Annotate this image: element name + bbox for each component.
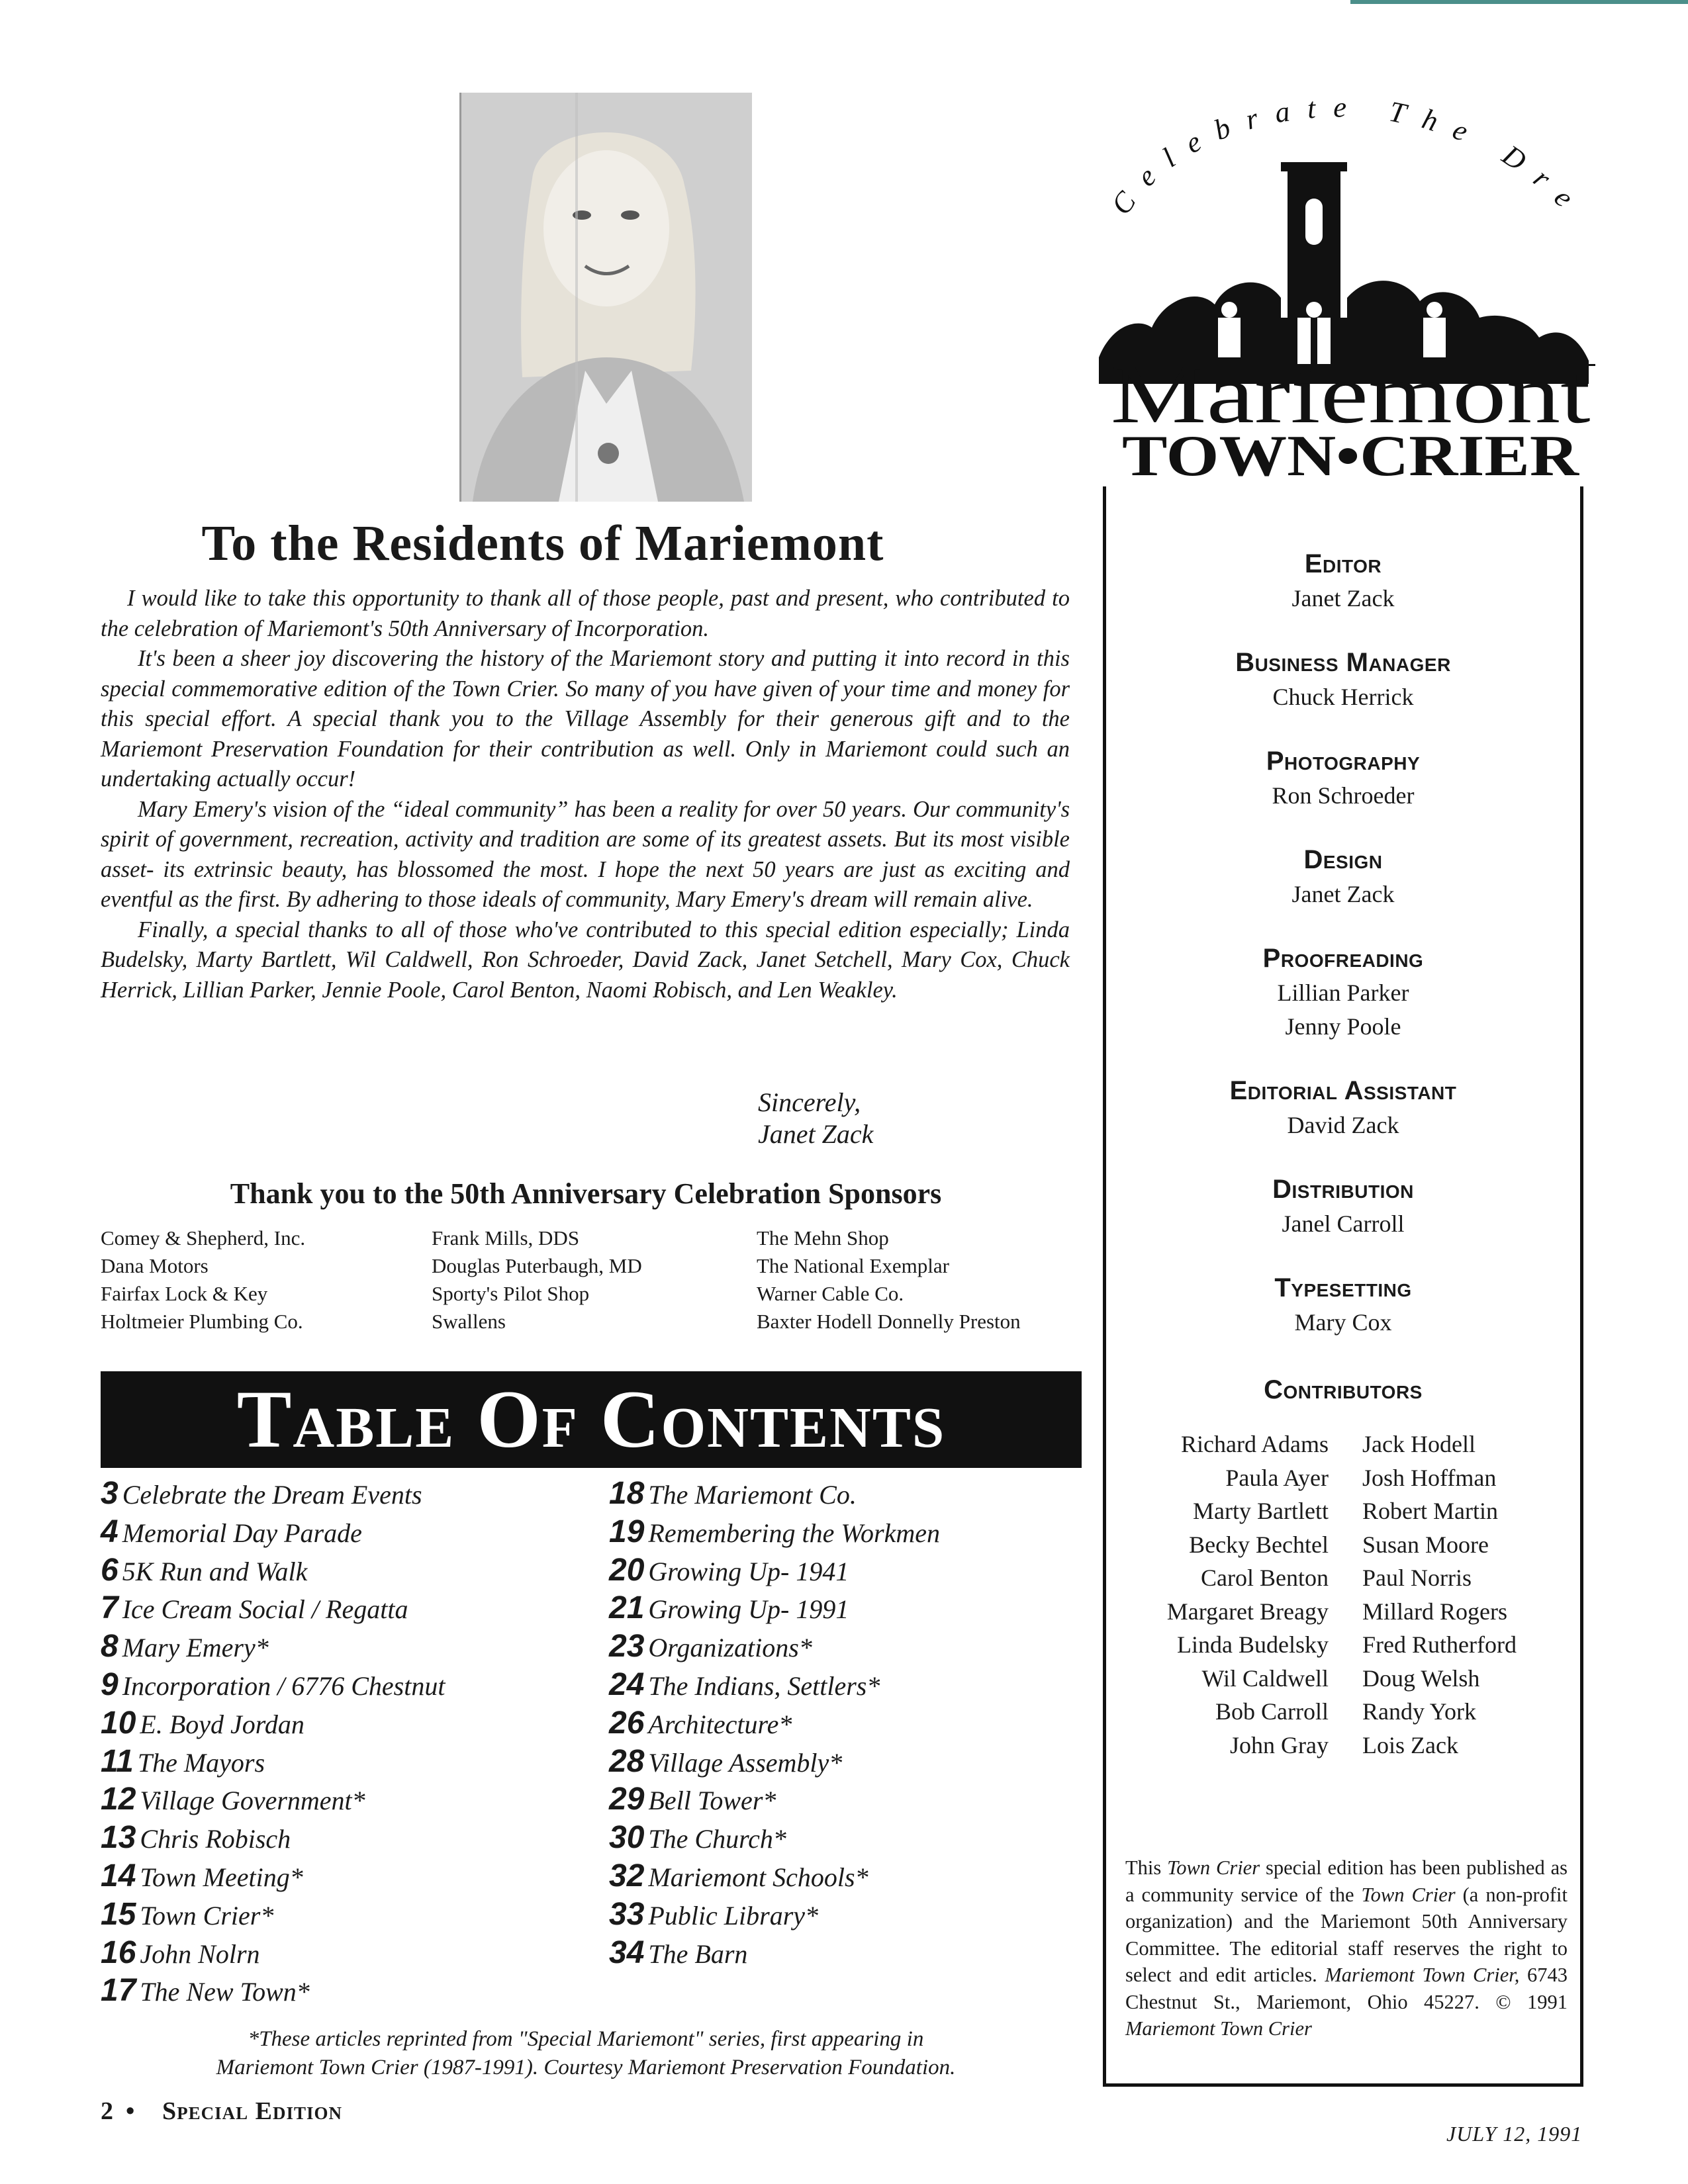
contributor-name: John Gray (1230, 1731, 1329, 1758)
toc-page-number: 30 (609, 1820, 645, 1856)
sponsor-column (101, 1224, 305, 1336)
toc-title: Town Meeting* (140, 1862, 303, 1892)
toc-title: E. Boyd Jordan (140, 1709, 305, 1739)
contributor-name: Fred Rutherford (1362, 1631, 1517, 1658)
toc-title: Remembering the Workmen (648, 1518, 941, 1548)
toc-title: Growing Up- 1941 (648, 1556, 849, 1586)
toc-title: Organizations* (648, 1633, 812, 1663)
toc-page-number: 20 (609, 1552, 645, 1588)
toc-title: 5K Run and Walk (122, 1556, 308, 1586)
issue-date: JULY 12, 1991 (1446, 2122, 1583, 2146)
sponsor-name: Comey & Shepherd, Inc. (101, 1226, 306, 1250)
contributors-heading: Contributors (1264, 1375, 1423, 1404)
contributors-column (1362, 1428, 1581, 1762)
toc-entry[interactable] (609, 1743, 940, 1781)
toc-title: Mary Emery* (122, 1633, 269, 1663)
contributor-name: Doug Welsh (1362, 1664, 1480, 1692)
toc-title: The Mayors (137, 1747, 265, 1778)
staff-group (1106, 1171, 1580, 1241)
toc-entry[interactable] (101, 1780, 445, 1819)
toc-page-number: 18 (609, 1476, 645, 1511)
contributor-name: Carol Benton (1201, 1565, 1329, 1591)
staff-name: Janet Zack (1291, 881, 1395, 907)
letter-paragraph: I would like to take this opportunity to thank all of those people, past and present, who contributed to the celebration of Mariemont's 50th Anniversary of Incorporation. (101, 586, 1070, 641)
toc-title: The Barn (648, 1938, 748, 1969)
toc-page-number: 21 (609, 1590, 645, 1626)
contributor-name: Bob Carroll (1215, 1698, 1329, 1725)
sponsors-heading: Thank you to the 50th Anniversary Celebration Sponsors (230, 1177, 942, 1210)
letter-paragraph: Finally, a special thanks to all of those who've contributed to this special edition especially; Linda Budelsky, Marty Bartlett, Wil Caldwell, Ron Schroeder, David Zack, Janet Setchell, Mary Cox, Chuck Herrick, Lillian Parker, Jennie Poole, Carol Benton, Naomi Robisch, and Len Weakley. (101, 917, 1070, 1003)
sponsor-name: Baxter Hodell Donnelly Preston (757, 1310, 1021, 1333)
toc-title: Architecture* (648, 1709, 792, 1739)
toc-title: Growing Up- 1991 (648, 1594, 849, 1625)
sponsor-name: Frank Mills, DDS (432, 1226, 580, 1250)
letter-body (101, 584, 1070, 1005)
sponsor-name: Douglas Puterbaugh, MD (432, 1254, 642, 1277)
toc-page-number: 7 (101, 1590, 118, 1626)
footer-bullet: • (126, 2097, 135, 2125)
toc-footnote-line: Mariemont Town Crier (1987-1991). Courtesy Mariemont Preservation Foundation. (216, 2056, 956, 2079)
colophon-italic: Town Crier (1361, 1883, 1456, 1906)
letter-signoff (758, 1087, 873, 1150)
toc-entry[interactable] (101, 1819, 445, 1857)
toc-entry[interactable] (609, 1934, 940, 1972)
staff-role: Design (1303, 845, 1383, 874)
staff-role: Editor (1304, 549, 1382, 578)
staff-name: Ron Schroeder (1272, 782, 1415, 809)
toc-page-number: 17 (101, 1973, 136, 2009)
toc-entry[interactable] (101, 1589, 445, 1627)
toc-title: John Nolrn (140, 1938, 260, 1969)
staff-name: Janel Carroll (1282, 1210, 1405, 1237)
toc-title: Chris Robisch (140, 1824, 291, 1854)
toc-entry[interactable] (609, 1551, 940, 1590)
toc-heading-banner: Table Of Contents (101, 1371, 1082, 1468)
toc-page-number: 28 (609, 1743, 645, 1779)
toc-footnote-line: *These articles reprinted from "Special Mariemont" series, first appearing in (248, 2027, 924, 2051)
contributors-column (1106, 1428, 1329, 1762)
toc-entry[interactable] (609, 1513, 940, 1551)
contributor-name: Millard Rogers (1362, 1598, 1507, 1625)
toc-page-number: 6 (101, 1552, 118, 1588)
toc-title: Celebrate the Dream Events (122, 1480, 422, 1510)
staff-group (1106, 940, 1580, 1044)
toc-title: Memorial Day Parade (122, 1518, 362, 1548)
toc-entry[interactable] (609, 1857, 940, 1895)
staff-role: Business Manager (1235, 648, 1451, 677)
toc-entry[interactable] (101, 1627, 445, 1666)
toc-page-number: 23 (609, 1629, 645, 1664)
logo-arc-text: Celebrate The Dream (1080, 73, 1593, 226)
contributor-name: Josh Hoffman (1362, 1464, 1497, 1491)
staff-role: Editorial Assistant (1229, 1076, 1457, 1105)
staff-list (1106, 546, 1580, 1369)
toc-entry[interactable] (609, 1475, 940, 1513)
staff-group (1106, 1270, 1580, 1340)
staff-group (1106, 842, 1580, 911)
toc-page-number: 11 (101, 1743, 134, 1779)
colophon-italic: Mariemont Town Crier (1125, 2017, 1312, 2040)
colophon-italic: Mariemont Town Crier, (1325, 1964, 1520, 1986)
contributor-name: Randy York (1362, 1698, 1477, 1725)
toc-title: Mariemont Schools* (648, 1862, 868, 1892)
sponsor-name: Warner Cable Co. (757, 1282, 904, 1305)
contributor-name: Wil Caldwell (1201, 1664, 1329, 1692)
contributor-name: Becky Bechtel (1189, 1531, 1329, 1558)
toc-entry[interactable] (609, 1704, 940, 1743)
toc-page-number: 12 (101, 1782, 136, 1817)
toc-title: The Church* (648, 1824, 786, 1854)
contributor-name: Marty Bartlett (1193, 1498, 1329, 1524)
toc-entry[interactable] (101, 1972, 445, 2010)
toc-page-number: 13 (101, 1820, 136, 1856)
colophon-text: 6743 Chestnut St., Mariemont, Ohio 45227. © 1991 (1125, 1964, 1568, 2013)
contributor-name: Paul Norris (1362, 1565, 1472, 1591)
top-accent-rule (1350, 0, 1688, 4)
sponsor-column (432, 1224, 642, 1336)
toc-entry[interactable] (609, 1895, 940, 1934)
toc-column (609, 1475, 940, 1972)
staff-group (1106, 743, 1580, 813)
toc-entry[interactable] (101, 1551, 445, 1590)
colophon-text: (a non-profit organization) and the Mariemont 50th Anniversary Committee. The editorial staff reserves the right to select and edit articles. (1125, 1883, 1568, 1986)
letter-paragraph: It's been a sheer joy discovering the history of the Mariemont story and putting it into record in this special commemorative edition of the Town Crier. So many of you have given of your time and money for this special effort. A special thank you to the Village Assembly for their generous gift and to the Mariemont Preservation Foundation for their contribution as well. Only in Mariemont could such an undertaking actually occur! (101, 646, 1070, 792)
toc-title: The Mariemont Co. (648, 1480, 857, 1510)
toc-page-number: 29 (609, 1782, 645, 1817)
toc-page-number: 8 (101, 1629, 118, 1664)
staff-name: Janet Zack (1291, 585, 1395, 612)
staff-group (1106, 1073, 1580, 1142)
page-number-value: 2 (101, 2097, 113, 2125)
logo-name-line2: TOWN•CRIER (1122, 424, 1580, 488)
staff-role: Photography (1266, 747, 1421, 776)
contributor-name: Jack Hodell (1362, 1431, 1476, 1457)
toc-entry[interactable] (609, 1666, 940, 1704)
staff-role: Typesetting (1274, 1273, 1412, 1302)
town-crier-logo (1080, 73, 1602, 496)
toc-entry[interactable] (101, 1475, 445, 1513)
toc-title: Public Library* (648, 1900, 819, 1931)
staff-role: Distribution (1272, 1175, 1414, 1204)
staff-name: Jenny Poole (1285, 1013, 1401, 1040)
sponsor-name: Fairfax Lock & Key (101, 1282, 268, 1305)
sponsor-name: Sporty's Pilot Shop (432, 1282, 590, 1305)
staff-name: Mary Cox (1294, 1309, 1392, 1336)
toc-title: Village Government* (140, 1786, 365, 1816)
sponsor-name: Swallens (432, 1310, 506, 1333)
staff-name: David Zack (1287, 1112, 1399, 1138)
toc-column (101, 1475, 445, 2010)
sponsor-name: Holtmeier Plumbing Co. (101, 1310, 303, 1333)
sponsor-name: The Mehn Shop (757, 1226, 889, 1250)
sponsor-column (757, 1224, 1021, 1336)
staff-name: Lillian Parker (1277, 979, 1409, 1006)
toc-entry[interactable] (609, 1627, 940, 1666)
toc-page-number: 14 (101, 1858, 136, 1893)
toc-entry[interactable] (609, 1819, 940, 1857)
toc-entry[interactable] (609, 1780, 940, 1819)
toc-page-number: 4 (101, 1514, 118, 1549)
letter-signature: Janet Zack (758, 1119, 874, 1149)
toc-title: Ice Cream Social / Regatta (122, 1594, 408, 1625)
toc-page-number: 26 (609, 1705, 645, 1741)
toc-page-number: 24 (609, 1666, 645, 1702)
toc-entry[interactable] (101, 1704, 445, 1743)
toc-entry[interactable] (101, 1513, 445, 1551)
toc-page-number: 32 (609, 1858, 645, 1893)
toc-entry[interactable] (101, 1743, 445, 1781)
letter-title: To the Residents of Mariemont (201, 516, 884, 571)
contributor-name: Robert Martin (1362, 1498, 1498, 1524)
toc-page-number: 9 (101, 1666, 118, 1702)
toc-page-number: 33 (609, 1896, 645, 1932)
editor-portrait-photo (459, 93, 752, 502)
contributor-name: Margaret Breagy (1166, 1598, 1329, 1625)
contributor-name: Linda Budelsky (1177, 1631, 1329, 1658)
toc-title: Village Assembly* (648, 1747, 843, 1778)
toc-title: Bell Tower* (648, 1786, 776, 1816)
contributor-name: Paula Ayer (1225, 1464, 1329, 1491)
toc-page-number: 15 (101, 1896, 136, 1932)
letter-closing: Sincerely, (758, 1087, 861, 1117)
toc-entry[interactable] (101, 1895, 445, 1934)
toc-title: Town Crier* (140, 1900, 274, 1931)
colophon-text: special edition has been published as a community service of the (1125, 1856, 1568, 1906)
colophon-italic: Town Crier (1167, 1856, 1260, 1879)
toc-title: The New Town* (140, 1977, 310, 2007)
toc-entry[interactable] (609, 1589, 940, 1627)
colophon-text: This (1125, 1856, 1168, 1879)
sponsor-name: The National Exemplar (757, 1254, 949, 1277)
toc-title: The Indians, Settlers* (648, 1670, 880, 1701)
contributor-name: Lois Zack (1362, 1731, 1458, 1758)
toc-entry[interactable] (101, 1666, 445, 1704)
toc-page-number: 16 (101, 1934, 136, 1970)
staff-group (1106, 645, 1580, 714)
toc-page-number: 34 (609, 1934, 645, 1970)
toc-footnote (79, 2025, 1092, 2082)
staff-group (1106, 546, 1580, 615)
toc-page-number: 19 (609, 1514, 645, 1549)
staff-role: Proofreading (1262, 944, 1424, 973)
sponsor-name: Dana Motors (101, 1254, 209, 1277)
page-number (101, 2097, 134, 2126)
toc-page-number: 10 (101, 1705, 136, 1741)
toc-entry[interactable] (101, 1934, 445, 1972)
colophon (1125, 1854, 1568, 2042)
toc-entry[interactable] (101, 1857, 445, 1895)
contributor-name: Susan Moore (1362, 1531, 1489, 1558)
logo-name-line1: Mariemont (1110, 347, 1591, 441)
edition-label: Special Edition (162, 2097, 343, 2125)
letter-paragraph: Mary Emery's vision of the “ideal community” has been a reality for over 50 years. Our community's spirit of government, recreation, activity and tradition are some of its greatest assets. But its most visible asset- its extrinsic beauty, has blossomed the most. I hope the next 50 years are just as exciting and eventful as the first. By adhering to those ideals of community, Mary Emery's dream will remain alive. (101, 796, 1070, 912)
contributor-name: Richard Adams (1181, 1431, 1329, 1457)
toc-page-number: 3 (101, 1476, 118, 1511)
staff-name: Chuck Herrick (1272, 684, 1414, 710)
toc-title: Incorporation / 6776 Chestnut (122, 1670, 445, 1701)
